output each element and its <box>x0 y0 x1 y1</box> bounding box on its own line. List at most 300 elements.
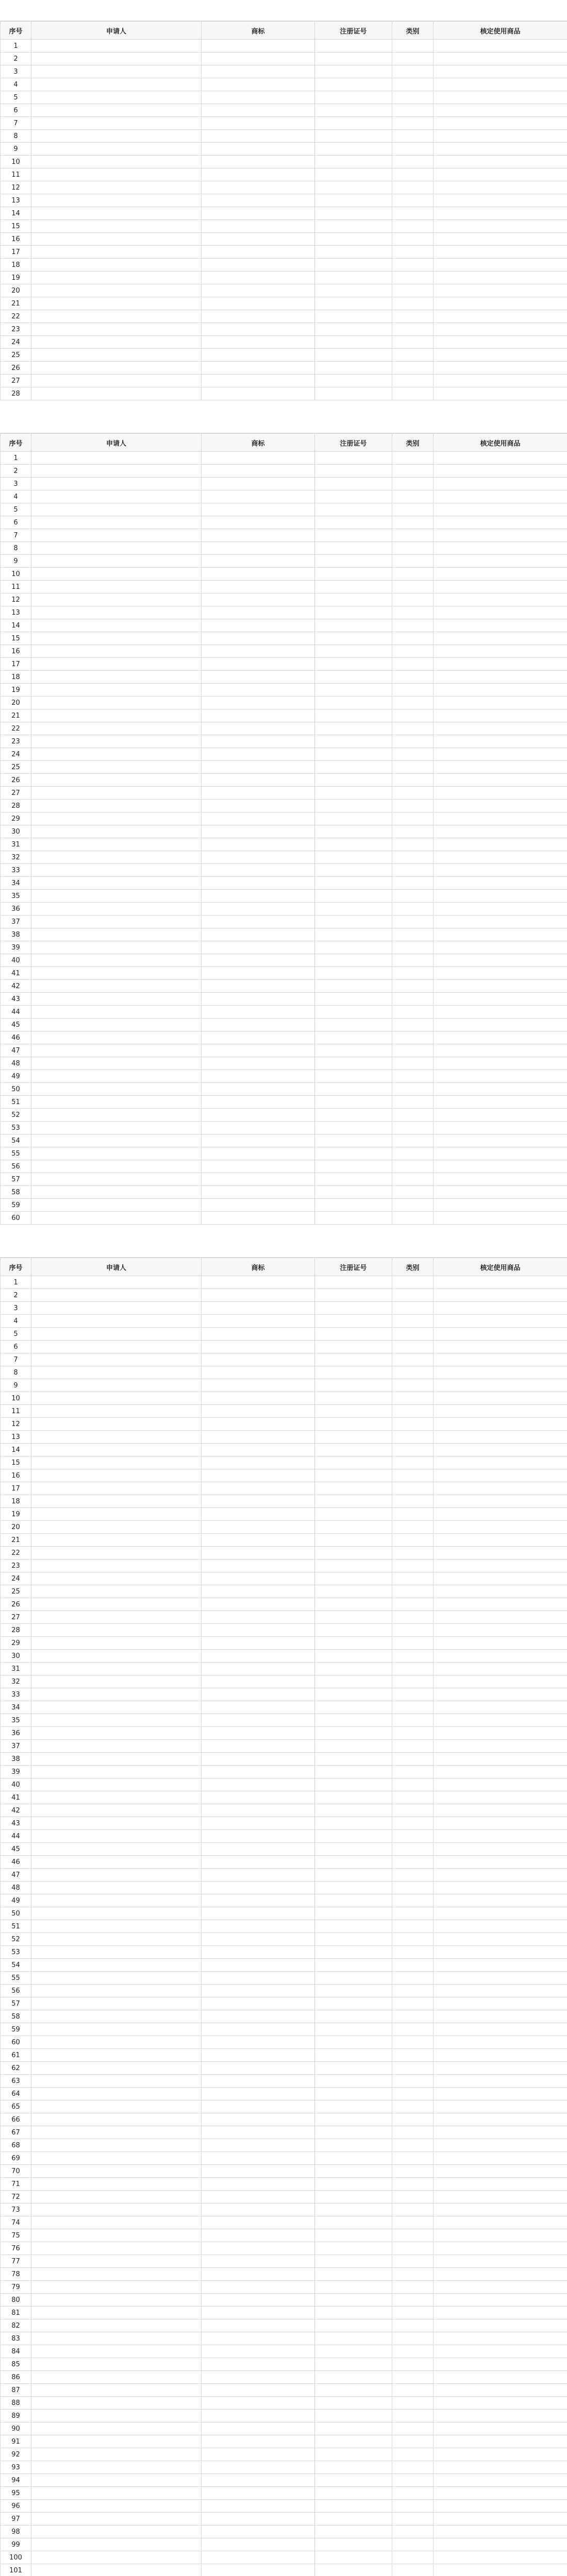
cell-reg-no <box>315 1392 392 1405</box>
cell-reg-no <box>315 2538 392 2551</box>
cell-reg-no <box>315 1019 392 1031</box>
cell-seq: 13 <box>1 1431 31 1444</box>
cell-applicant <box>31 1096 202 1109</box>
cell-mark <box>202 2564 315 2576</box>
table-row <box>1 1341 567 1353</box>
cell-goods <box>433 1444 567 1456</box>
table-row <box>1 1843 567 1856</box>
cell-goods <box>433 91 567 104</box>
table-row <box>1 156 567 168</box>
cell-class <box>392 2049 433 2062</box>
cell-mark <box>202 2538 315 2551</box>
cell-seq: 27 <box>1 375 31 387</box>
cell-applicant <box>31 2268 202 2281</box>
table-row <box>1 1006 567 1019</box>
cell-mark <box>202 2384 315 2397</box>
cell-class <box>392 272 433 284</box>
cell-goods <box>433 2023 567 2036</box>
cell-reg-no <box>315 2139 392 2152</box>
cell-class <box>392 967 433 980</box>
cell-class <box>392 156 433 168</box>
cell-mark <box>202 2435 315 2448</box>
cell-reg-no <box>315 1366 392 1379</box>
cell-goods <box>433 735 567 748</box>
section-1 <box>0 0 567 400</box>
cell-seq: 4 <box>1 78 31 91</box>
cell-goods <box>433 2178 567 2191</box>
header-class: 类别 <box>392 1258 433 1276</box>
cell-class <box>392 1044 433 1057</box>
cell-goods <box>433 1560 567 1572</box>
cell-reg-no <box>315 246 392 259</box>
cell-reg-no <box>315 658 392 671</box>
cell-applicant <box>31 2242 202 2255</box>
table-row <box>1 1560 567 1572</box>
cell-goods <box>433 349 567 362</box>
cell-seq: 25 <box>1 1585 31 1598</box>
cell-class <box>392 1804 433 1817</box>
cell-seq: 45 <box>1 1843 31 1856</box>
cell-applicant <box>31 2178 202 2191</box>
cell-seq: 6 <box>1 104 31 117</box>
cell-applicant <box>31 722 202 735</box>
cell-seq: 68 <box>1 2139 31 2152</box>
cell-seq: 97 <box>1 2513 31 2526</box>
cell-goods <box>433 2461 567 2474</box>
cell-reg-no <box>315 2165 392 2178</box>
cell-reg-no <box>315 581 392 594</box>
table-row <box>1 1289 567 1302</box>
cell-applicant <box>31 130 202 143</box>
cell-applicant <box>31 2500 202 2513</box>
table-row <box>1 671 567 684</box>
cell-seq: 10 <box>1 156 31 168</box>
table-row <box>1 903 567 916</box>
cell-seq: 56 <box>1 1160 31 1173</box>
cell-applicant <box>31 2100 202 2113</box>
table-row <box>1 2010 567 2023</box>
cell-reg-no <box>315 65 392 78</box>
cell-reg-no <box>315 800 392 812</box>
cell-applicant <box>31 1508 202 1521</box>
table-row <box>1 941 567 954</box>
cell-class <box>392 1740 433 1753</box>
cell-applicant <box>31 594 202 606</box>
cell-reg-no <box>315 2513 392 2526</box>
cell-seq: 2 <box>1 53 31 65</box>
cell-applicant <box>31 2049 202 2062</box>
cell-goods <box>433 1817 567 1830</box>
cell-reg-no <box>315 2191 392 2204</box>
cell-seq: 38 <box>1 1753 31 1766</box>
cell-reg-no <box>315 2062 392 2075</box>
cell-seq: 4 <box>1 490 31 503</box>
cell-reg-no <box>315 490 392 503</box>
cell-seq: 76 <box>1 2242 31 2255</box>
cell-class <box>392 465 433 478</box>
cell-applicant <box>31 928 202 941</box>
cell-seq: 89 <box>1 2410 31 2422</box>
cell-applicant <box>31 1869 202 1882</box>
cell-seq: 42 <box>1 1804 31 1817</box>
cell-seq: 9 <box>1 555 31 568</box>
cell-seq: 10 <box>1 568 31 581</box>
table-row <box>1 1611 567 1624</box>
cell-class <box>392 1869 433 1882</box>
cell-reg-no <box>315 53 392 65</box>
table-row <box>1 1276 567 1289</box>
cell-goods <box>433 2255 567 2268</box>
cell-class <box>392 246 433 259</box>
cell-applicant <box>31 490 202 503</box>
cell-goods <box>433 1946 567 1959</box>
cell-class <box>392 1341 433 1353</box>
cell-seq: 47 <box>1 1869 31 1882</box>
table-row <box>1 2036 567 2049</box>
table-row <box>1 2461 567 2474</box>
cell-reg-no <box>315 2036 392 2049</box>
cell-applicant <box>31 1753 202 1766</box>
cell-applicant <box>31 800 202 812</box>
cell-mark <box>202 1727 315 1740</box>
cell-applicant <box>31 2474 202 2487</box>
cell-goods <box>433 490 567 503</box>
cell-seq: 6 <box>1 1341 31 1353</box>
cell-mark <box>202 1611 315 1624</box>
cell-mark <box>202 1894 315 1907</box>
cell-mark <box>202 2448 315 2461</box>
cell-reg-no <box>315 1624 392 1637</box>
cell-seq: 17 <box>1 658 31 671</box>
cell-seq: 7 <box>1 529 31 542</box>
cell-class <box>392 1276 433 1289</box>
cell-class <box>392 619 433 632</box>
cell-mark <box>202 2487 315 2500</box>
cell-mark <box>202 1856 315 1869</box>
cell-applicant <box>31 2165 202 2178</box>
cell-reg-no <box>315 78 392 91</box>
cell-seq: 46 <box>1 1856 31 1869</box>
cell-class <box>392 2538 433 2551</box>
cell-class <box>392 478 433 490</box>
cell-reg-no <box>315 297 392 310</box>
cell-seq: 53 <box>1 1122 31 1134</box>
cell-goods <box>433 1096 567 1109</box>
cell-reg-no <box>315 2564 392 2576</box>
cell-class <box>392 1469 433 1482</box>
cell-seq: 4 <box>1 1315 31 1328</box>
table-row <box>1 2165 567 2178</box>
cell-goods <box>433 542 567 555</box>
cell-mark <box>202 1624 315 1637</box>
cell-seq: 24 <box>1 336 31 349</box>
cell-reg-no <box>315 2448 392 2461</box>
cell-goods <box>433 1663 567 1675</box>
cell-mark <box>202 1392 315 1405</box>
cell-class <box>392 1328 433 1341</box>
cell-class <box>392 2500 433 2513</box>
cell-mark <box>202 1109 315 1122</box>
cell-class <box>392 1791 433 1804</box>
cell-reg-no <box>315 2088 392 2100</box>
section-title <box>0 412 567 433</box>
cell-mark <box>202 890 315 903</box>
cell-applicant <box>31 877 202 890</box>
cell-applicant <box>31 1482 202 1495</box>
cell-applicant <box>31 297 202 310</box>
table-row <box>1 581 567 594</box>
cell-seq: 86 <box>1 2371 31 2384</box>
cell-goods <box>433 709 567 722</box>
cell-seq: 11 <box>1 581 31 594</box>
cell-goods <box>433 1070 567 1083</box>
cell-applicant <box>31 452 202 465</box>
cell-goods <box>433 993 567 1006</box>
cell-seq: 54 <box>1 1134 31 1147</box>
cell-reg-no <box>315 2307 392 2319</box>
cell-goods <box>433 2551 567 2564</box>
cell-reg-no <box>315 2474 392 2487</box>
cell-goods <box>433 181 567 194</box>
cell-applicant <box>31 1572 202 1585</box>
cell-reg-no <box>315 2216 392 2229</box>
cell-goods <box>433 2435 567 2448</box>
cell-seq: 8 <box>1 130 31 143</box>
cell-applicant <box>31 2062 202 2075</box>
cell-reg-no <box>315 722 392 735</box>
table-row <box>1 838 567 851</box>
cell-mark <box>202 787 315 800</box>
cell-mark <box>202 1959 315 1972</box>
cell-goods <box>433 2410 567 2422</box>
cell-mark <box>202 645 315 658</box>
cell-class <box>392 1920 433 1933</box>
cell-class <box>392 1199 433 1212</box>
cell-reg-no <box>315 928 392 941</box>
cell-reg-no <box>315 2487 392 2500</box>
cell-mark <box>202 2410 315 2422</box>
cell-applicant <box>31 2513 202 2526</box>
table-row <box>1 1070 567 1083</box>
table-row <box>1 117 567 130</box>
table-row <box>1 1044 567 1057</box>
cell-goods <box>433 2010 567 2023</box>
table-body <box>1 1276 567 2576</box>
table-row <box>1 1134 567 1147</box>
table-row <box>1 1804 567 1817</box>
cell-goods <box>433 1044 567 1057</box>
table-row <box>1 645 567 658</box>
cell-reg-no <box>315 2178 392 2191</box>
trademark-table <box>0 21 567 400</box>
table-row <box>1 2139 567 2152</box>
cell-seq: 16 <box>1 645 31 658</box>
cell-applicant <box>31 1778 202 1791</box>
cell-reg-no <box>315 1122 392 1134</box>
header-mark: 商标 <box>202 1258 315 1276</box>
section-title <box>0 0 567 21</box>
cell-mark <box>202 181 315 194</box>
cell-applicant <box>31 1418 202 1431</box>
cell-reg-no <box>315 1843 392 1856</box>
cell-goods <box>433 2474 567 2487</box>
cell-goods <box>433 259 567 272</box>
table-row <box>1 2564 567 2576</box>
cell-mark <box>202 1946 315 1959</box>
cell-applicant <box>31 1534 202 1547</box>
cell-goods <box>433 2049 567 2062</box>
cell-reg-no <box>315 117 392 130</box>
cell-seq: 79 <box>1 2281 31 2294</box>
cell-mark <box>202 2204 315 2216</box>
cell-mark <box>202 1302 315 1315</box>
cell-reg-no <box>315 1959 392 1972</box>
cell-applicant <box>31 2113 202 2126</box>
cell-class <box>392 1985 433 1997</box>
cell-seq: 20 <box>1 1521 31 1534</box>
cell-reg-no <box>315 2422 392 2435</box>
cell-reg-no <box>315 1920 392 1933</box>
cell-mark <box>202 478 315 490</box>
header-reg-no: 注册证号 <box>315 22 392 40</box>
table-row <box>1 490 567 503</box>
cell-seq: 87 <box>1 2384 31 2397</box>
cell-goods <box>433 1006 567 1019</box>
cell-seq: 50 <box>1 1907 31 1920</box>
cell-mark <box>202 825 315 838</box>
cell-class <box>392 168 433 181</box>
cell-reg-no <box>315 40 392 53</box>
table-row <box>1 259 567 272</box>
cell-class <box>392 697 433 709</box>
cell-goods <box>433 2448 567 2461</box>
cell-class <box>392 1753 433 1766</box>
cell-mark <box>202 1547 315 1560</box>
cell-seq: 25 <box>1 761 31 774</box>
cell-class <box>392 1675 433 1688</box>
cell-applicant <box>31 1122 202 1134</box>
cell-seq: 39 <box>1 941 31 954</box>
cell-mark <box>202 259 315 272</box>
cell-reg-no <box>315 967 392 980</box>
cell-reg-no <box>315 2281 392 2294</box>
cell-goods <box>433 2487 567 2500</box>
cell-class <box>392 1817 433 1830</box>
cell-goods <box>433 2319 567 2332</box>
cell-mark <box>202 2191 315 2204</box>
cell-mark <box>202 1328 315 1341</box>
cell-applicant <box>31 104 202 117</box>
cell-goods <box>433 2384 567 2397</box>
cell-mark <box>202 722 315 735</box>
cell-class <box>392 1997 433 2010</box>
cell-reg-no <box>315 2075 392 2088</box>
cell-seq: 45 <box>1 1019 31 1031</box>
cell-class <box>392 2371 433 2384</box>
table-row <box>1 1482 567 1495</box>
table-row <box>1 1057 567 1070</box>
cell-goods <box>433 1366 567 1379</box>
cell-goods <box>433 1585 567 1598</box>
cell-goods <box>433 658 567 671</box>
cell-goods <box>433 220 567 233</box>
cell-seq: 19 <box>1 684 31 697</box>
cell-mark <box>202 838 315 851</box>
cell-seq: 29 <box>1 812 31 825</box>
table-row <box>1 1675 567 1688</box>
cell-seq: 41 <box>1 1791 31 1804</box>
cell-goods <box>433 2268 567 2281</box>
table-row <box>1 246 567 259</box>
cell-applicant <box>31 1057 202 1070</box>
cell-seq: 19 <box>1 1508 31 1521</box>
cell-seq: 63 <box>1 2075 31 2088</box>
cell-goods <box>433 40 567 53</box>
cell-goods <box>433 1804 567 1817</box>
header-applicant: 申请人 <box>31 434 202 452</box>
cell-goods <box>433 1985 567 1997</box>
cell-mark <box>202 53 315 65</box>
cell-applicant <box>31 1495 202 1508</box>
cell-reg-no <box>315 1740 392 1753</box>
cell-reg-no <box>315 1315 392 1328</box>
cell-reg-no <box>315 684 392 697</box>
cell-reg-no <box>315 916 392 928</box>
cell-seq: 52 <box>1 1109 31 1122</box>
cell-applicant <box>31 903 202 916</box>
cell-goods <box>433 1134 567 1147</box>
cell-goods <box>433 1482 567 1495</box>
cell-reg-no <box>315 2204 392 2216</box>
table-row <box>1 1160 567 1173</box>
cell-goods <box>433 761 567 774</box>
cell-seq: 18 <box>1 259 31 272</box>
cell-applicant <box>31 1791 202 1804</box>
cell-class <box>392 2461 433 2474</box>
cell-mark <box>202 1341 315 1353</box>
cell-applicant <box>31 2564 202 2576</box>
table-row <box>1 1714 567 1727</box>
table-row <box>1 1985 567 1997</box>
cell-applicant <box>31 2307 202 2319</box>
cell-seq: 9 <box>1 1379 31 1392</box>
table-row <box>1 1740 567 1753</box>
cell-applicant <box>31 1688 202 1701</box>
cell-goods <box>433 1766 567 1778</box>
cell-goods <box>433 516 567 529</box>
cell-goods <box>433 2204 567 2216</box>
cell-class <box>392 2410 433 2422</box>
cell-reg-no <box>315 2332 392 2345</box>
cell-class <box>392 1418 433 1431</box>
cell-applicant <box>31 1843 202 1856</box>
cell-seq: 37 <box>1 916 31 928</box>
cell-class <box>392 2332 433 2345</box>
cell-goods <box>433 2242 567 2255</box>
cell-reg-no <box>315 1688 392 1701</box>
cell-goods <box>433 104 567 117</box>
cell-goods <box>433 1469 567 1482</box>
table-row <box>1 568 567 581</box>
cell-mark <box>202 619 315 632</box>
cell-applicant <box>31 362 202 375</box>
table-row <box>1 1031 567 1044</box>
table-row <box>1 1469 567 1482</box>
cell-seq: 65 <box>1 2100 31 2113</box>
cell-seq: 30 <box>1 1650 31 1663</box>
cell-reg-no <box>315 2229 392 2242</box>
cell-class <box>392 2384 433 2397</box>
